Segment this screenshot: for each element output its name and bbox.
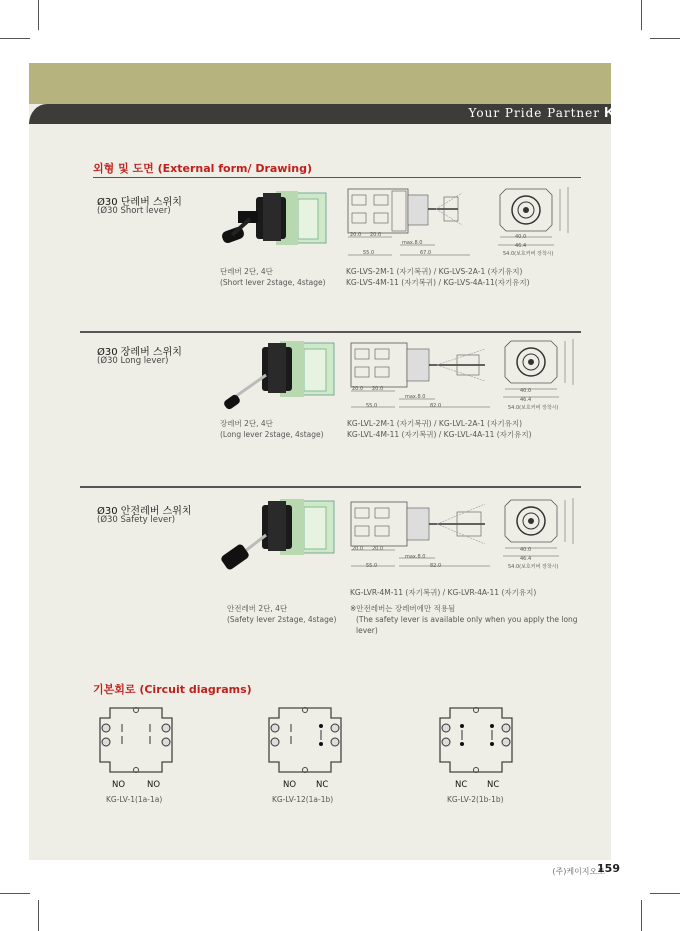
crop-mark [0, 38, 30, 39]
dim-20-a: 20.0 [352, 546, 364, 552]
header-olive-band [29, 63, 611, 104]
circuit-contact-right: NC [316, 780, 329, 790]
dim-55: 55.0 [366, 403, 378, 409]
item-desc: 안전레버 2단, 4단 (Safety lever 2stage, 4stage) [227, 604, 337, 624]
circuit-contact-right: NO [147, 780, 161, 790]
section-underline [93, 177, 581, 178]
circuit-label: KG-LV-2(1b-1b) [447, 795, 504, 804]
safety-lever-photo [218, 495, 348, 575]
item-models: KG-LVS-2M-1 (자기복귀) / KG-LVS-2A-1 (자기유지) KG-LVS-4M-11 (자기복귀) / KG-LVS-4A-11(자기유지) [346, 267, 530, 287]
circuit-contact-left: NC [455, 780, 468, 790]
dim-40: 40.0 [520, 388, 532, 394]
dim-panel: 54.0(보호커버 장착시) [508, 405, 559, 411]
dim-82: 82.0 [430, 563, 442, 569]
item-subtitle: (Ø30 Safety lever) [97, 515, 176, 525]
crop-mark [641, 900, 642, 931]
circuit-label: KG-LV-1(1a-1a) [106, 795, 163, 804]
safety-lever-front-drawing [503, 496, 578, 566]
item-models: KG-LVL-2M-1 (자기복귀) / KG-LVL-2A-1 (자기유지) KG-LVL-4M-11 (자기복귀) / KG-LVL-4A-11 (자기유지) [347, 419, 532, 439]
section-divider [80, 486, 581, 488]
circuit-diagram-1 [96, 702, 178, 778]
dim-46: 46.4 [520, 397, 532, 403]
dim-67: 67.0 [420, 250, 432, 256]
circuit-label: KG-LV-12(1a-1b) [272, 795, 334, 804]
item-models: KG-LVR-4M-11 (자기복귀) / KG-LVR-4A-11 (자기유지) [350, 588, 537, 597]
long-lever-photo [218, 335, 348, 415]
item-subtitle: (Ø30 Long lever) [97, 356, 169, 366]
dim-40: 40.0 [520, 547, 532, 553]
crop-mark [0, 893, 30, 894]
dim-46: 46.4 [520, 556, 532, 562]
circuit-diagram-3 [436, 702, 518, 778]
circuit-contact-left: NO [283, 780, 297, 790]
dim-20-b: 20.0 [372, 546, 384, 552]
dim-20-b: 20.0 [372, 386, 384, 392]
section-divider [80, 331, 581, 333]
dim-20-a: 20.0 [350, 232, 362, 238]
footer-company: (주)케이지오토 [552, 867, 605, 876]
short-lever-photo [218, 185, 343, 265]
dim-max8: max.8.0 [405, 394, 426, 400]
crop-mark [650, 893, 680, 894]
item-title: Ø30 안전레버 스위치 [97, 506, 192, 517]
short-lever-front-drawing [498, 185, 573, 255]
page-number: 159 [597, 862, 620, 875]
dim-55: 55.0 [363, 250, 375, 256]
dim-20-a: 20.0 [352, 386, 364, 392]
dim-40: 40.0 [515, 234, 527, 240]
crop-mark [38, 0, 39, 30]
item-subtitle: (Ø30 Short lever) [97, 206, 171, 216]
dim-55: 55.0 [366, 563, 378, 569]
crop-mark [650, 38, 680, 39]
dim-panel: 54.0(보호커버 장착시) [503, 251, 554, 257]
section-title-external: 외형 및 도면 (External form/ Drawing) [93, 162, 312, 175]
safety-note: ※안전레버는 장레버에만 적용됨 (The safety lever is available only when you apply the long lever) [350, 604, 578, 635]
circuit-contact-right: NC [487, 780, 500, 790]
item-title: Ø30 장레버 스위치 [97, 347, 182, 358]
circuit-contact-left: NO [112, 780, 126, 790]
item-desc: 장레버 2단, 4단 (Long lever 2stage, 4stage) [220, 419, 324, 439]
header-tagline: Your Pride Partner [468, 106, 600, 120]
dim-20-b: 20.0 [370, 232, 382, 238]
long-lever-front-drawing [503, 337, 578, 407]
item-title: Ø30 단레버 스위치 [97, 197, 182, 208]
item-desc: 단레버 2단, 4단 (Short lever 2stage, 4stage) [220, 267, 326, 287]
crop-mark [38, 900, 39, 931]
section-title-circuit: 기본회로 (Circuit diagrams) [93, 683, 252, 696]
crop-mark [641, 0, 642, 30]
dim-panel: 54.0(보호커버 장착시) [508, 564, 559, 570]
dim-max8: max.8.0 [402, 240, 423, 246]
dim-46: 46.4 [515, 243, 527, 249]
dim-82: 82.0 [430, 403, 442, 409]
brand-logo: KGAUTO [604, 104, 668, 121]
circuit-diagram-2 [265, 702, 347, 778]
dim-max8: max.8.0 [405, 554, 426, 560]
